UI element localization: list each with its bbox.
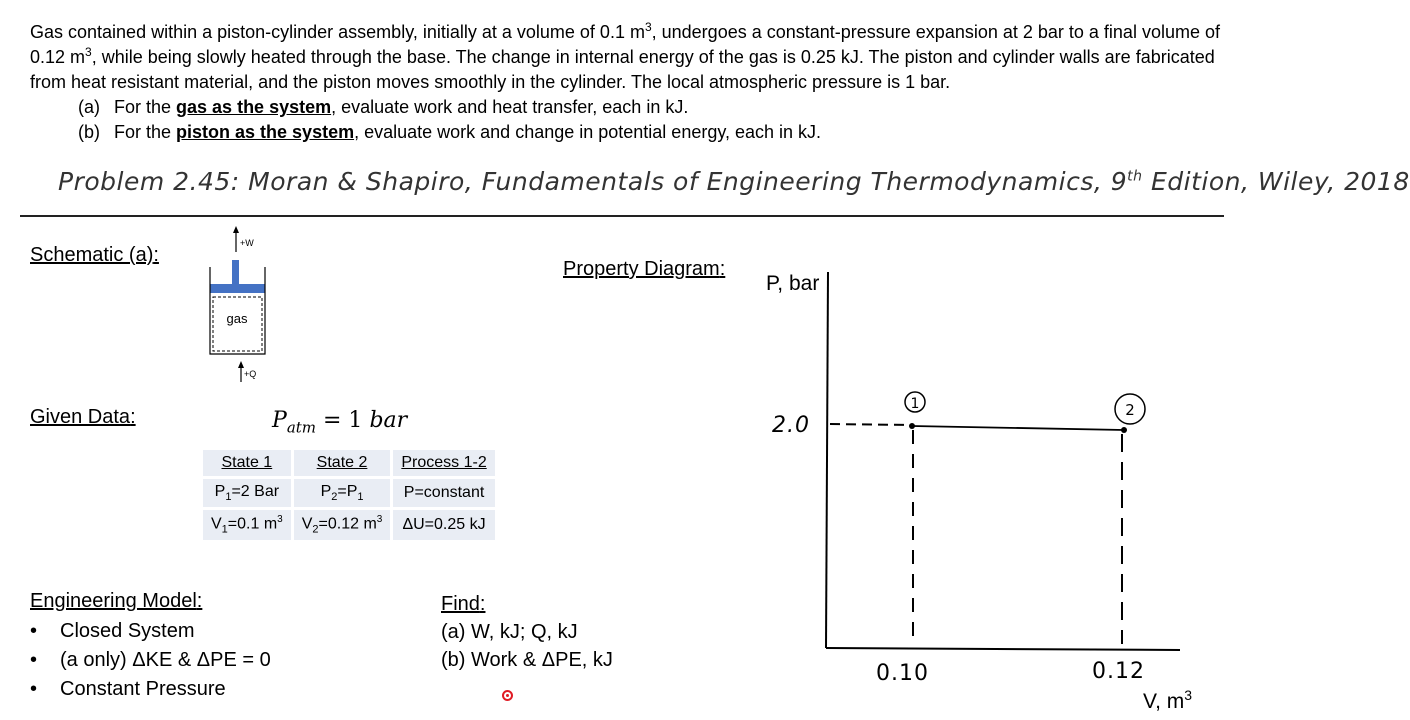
given-data-table [200,447,498,543]
table-header: State 2 [294,450,391,476]
engineering-model-heading: Engineering Model: [30,590,203,612]
problem-statement [30,20,1245,145]
heat-label: +Q [244,369,257,379]
piston-cylinder-schematic [195,222,285,384]
table-cell: ΔU=0.25 kJ [393,510,494,540]
piston-head [210,284,265,293]
table-header: Process 1-2 [393,450,494,476]
table-cell: $P_1=2$ Bar [203,479,291,507]
state-2-point [1121,427,1127,433]
problem-part-a: (a) For the gas as the system, evaluate work and heat transfer, each in kJ. [78,97,689,117]
table-row [203,510,495,540]
state-2-marker-label: 2 [1125,401,1135,419]
find-list [441,618,613,674]
find-heading: Find: [441,593,486,615]
list-item: (b) Work & ΔPE, kJ [441,649,613,671]
table-header: State 1 [203,450,291,476]
engineering-model-list [30,617,271,704]
list-item: • Closed System [30,617,271,646]
table-row [203,450,495,476]
list-item: (a) W, kJ; Q, kJ [441,621,578,643]
x-axis [826,648,1180,650]
cursor-pointer-icon [502,690,513,701]
list-item: • (a only) ΔKE & ΔPE = 0 [30,646,271,675]
state-1-marker-label: 1 [910,396,920,412]
problem-citation: Problem 2.45: Moran & Shapiro, Fundamentals of Engineering Thermodynamics, 9th Edition, Wiley, 2018 [58,167,1410,196]
pressure-guide-line [830,424,912,425]
section-divider [20,215,1224,217]
table-cell: $V_2=0.12$ $m^3$ [294,510,391,540]
pressure-tick-label: 2.0 [772,413,810,438]
problem-part-b: (b) For the piston as the system, evaluate work and change in potential energy, each in kJ. [78,122,822,142]
schematic-heading: Schematic (a): [30,244,159,266]
problem-parts [78,95,1245,145]
gas-label: gas [226,311,248,326]
work-arrow-icon [233,226,239,252]
work-label: +W [240,238,254,248]
problem-text: Gas contained within a piston-cylinder assembly, initially at a volume of 0.1 $m^3$, undergoes a constant-pressure expansion at 2 bar to a final volume of 0.12 $m^3$, while being slowly heated through the base. The change in internal energy of the gas is 0.25 kJ. The piston and cylinder walls are fabricated from heat resistant material, and the piston moves smoothly in the cylinder. The local atmospheric pressure is 1 bar. [30,20,1220,92]
pv-diagram [760,262,1220,717]
table-row [203,479,495,507]
list-item: • Constant Pressure [30,675,271,704]
given-data-heading: Given Data: [30,406,136,428]
state-1-point [909,423,915,429]
table-cell: P=constant [393,479,494,507]
property-diagram-heading: Property Diagram: [563,258,726,280]
y-axis [826,272,828,648]
y-axis-label: P, bar [766,272,820,295]
table-cell: $V_1=0.1$ $m^3$ [203,510,291,540]
piston-rod [232,260,239,286]
table-cell: $P_2=P_1$ [294,479,391,507]
process-line-1-2 [912,426,1124,430]
v1-tick-label: 0.10 [876,661,929,686]
v2-tick-label: 0.12 [1092,659,1145,684]
atmospheric-pressure: $P_{atm} = 1$ bar [272,408,408,437]
x-axis-label: V, $m^3$ [1143,687,1193,713]
